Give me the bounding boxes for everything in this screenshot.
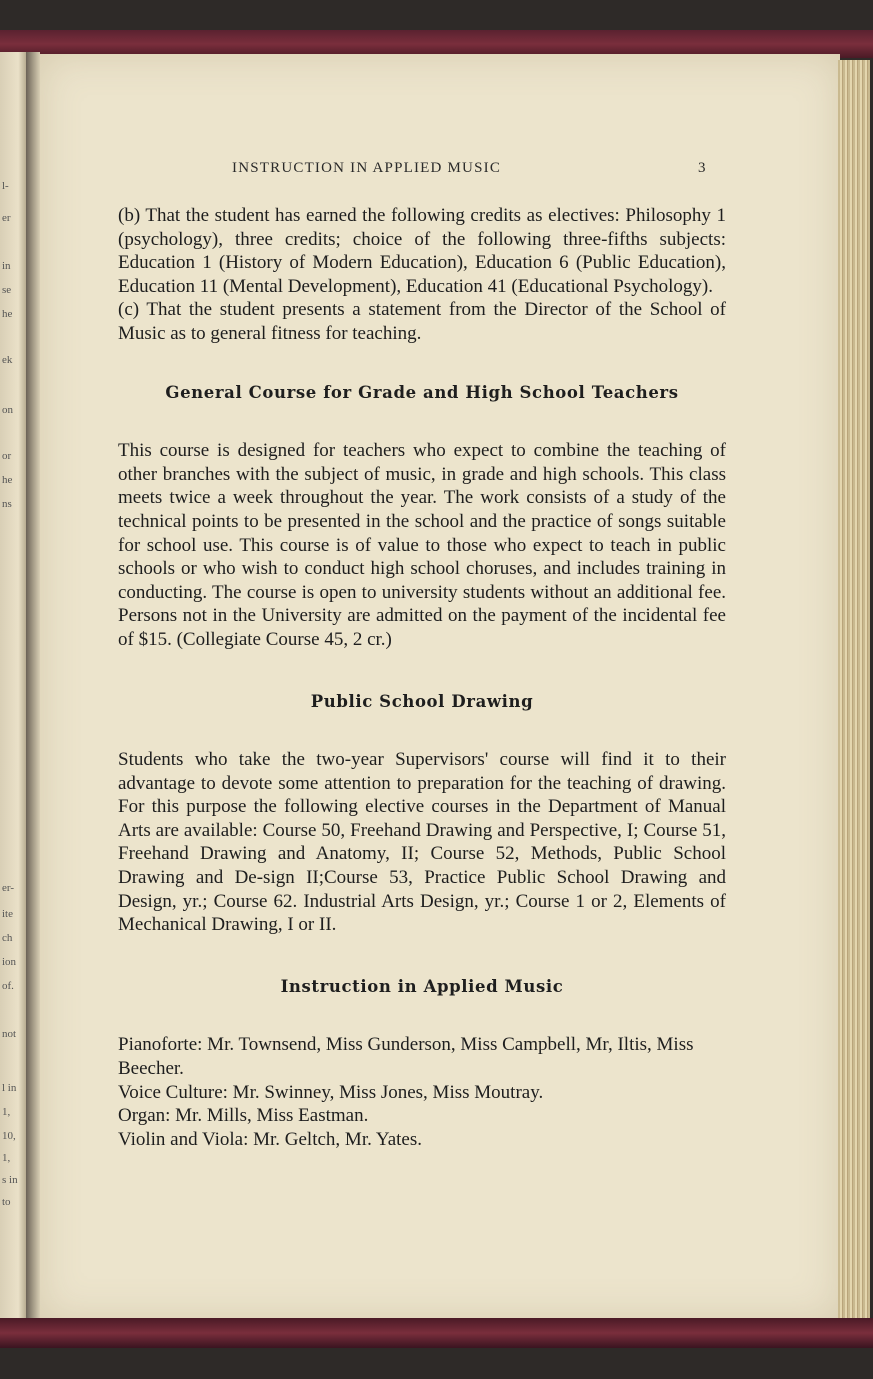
left-page-fragment: ch bbox=[2, 932, 13, 944]
left-page-fragment: 1, bbox=[2, 1106, 11, 1118]
page-edges bbox=[838, 60, 870, 1320]
left-page-fragment: of. bbox=[2, 980, 14, 992]
left-page-fragment: er bbox=[2, 212, 11, 224]
left-page-fragment: or bbox=[2, 450, 12, 462]
left-page-edge bbox=[0, 52, 26, 1322]
left-page-fragment: to bbox=[2, 1196, 11, 1208]
requirement-b-paragraph: (b) That the student has earned the following credits as electives: Philosophy 1 (psychology), three credits; choice of the following three-fifths subjects: Education 1 (History of Modern Education), Education 6 (Public Education), Education 11 (Mental Development), Education 41 (Educational Psychology). bbox=[118, 205, 726, 297]
running-header-title: INSTRUCTION IN APPLIED MUSIC bbox=[232, 160, 502, 176]
general-course-paragraph: This course is designed for teachers who expect to combine the teaching of other branches with the subject of music, in grade and high schools. This class meets twice a week throughout the year. The work consists of a study of the technical points to be presented in the school and the practice of songs suitable for school use. This course is of value to those who expect to teach in public schools or who wish to conduct high school choruses, and includes training in conducting. The course is open to university students without an additional fee. Persons not in the University are admitted on the payment of the incidental fee of $15. (Collegiate Course 45, 2 cr.) bbox=[118, 440, 726, 650]
left-page-fragment: l- bbox=[2, 180, 9, 192]
running-header bbox=[232, 160, 712, 184]
left-page-fragment: l in bbox=[2, 1082, 17, 1094]
requirement-c-paragraph: (c) That the student presents a statement from the Director of the School of Music as to general fitness for teaching. bbox=[118, 299, 726, 344]
public-school-drawing-paragraph: Students who take the two-year Supervisors' course will find it to their advantage to devote some attention to preparation for the teaching of drawing. For this purpose the following elective courses in the Department of Manual Arts are available: Course 50, Freehand Drawing and Perspective, I; Course 51, Freehand Drawing and Anatomy, II; Course 52, Methods, Public School Drawing and De-sign II;Course 53, Practice Public School Drawing and Design, yr.; Course 62. Industrial Arts Design, yr.; Course 1 or 2, Elements of Mechanical Drawing, I or II. bbox=[118, 749, 726, 936]
book-binding-bottom bbox=[0, 1318, 873, 1348]
section-heading-general-course: General Course for Grade and High School Teachers bbox=[165, 382, 679, 402]
instructor-line-voice: Voice Culture: Mr. Swinney, Miss Jones, Miss Moutray. bbox=[118, 1081, 544, 1103]
left-page-fragment: in bbox=[2, 260, 11, 272]
left-page-fragment: he bbox=[2, 474, 13, 486]
page-number: 3 bbox=[698, 160, 707, 176]
left-page-fragment: 1, bbox=[2, 1152, 11, 1164]
instructor-line-organ: Organ: Mr. Mills, Miss Eastman. bbox=[118, 1105, 369, 1127]
instructor-line-pianoforte: Pianoforte: Mr. Townsend, Miss Gunderson, Miss Campbell, Mr, Iltis, Miss Beecher. bbox=[118, 1034, 694, 1080]
left-page-fragment: se bbox=[2, 284, 12, 296]
section-heading-applied-music: Instruction in Applied Music bbox=[280, 976, 564, 996]
left-page-fragment: ion bbox=[2, 956, 17, 968]
page-content bbox=[118, 204, 726, 1151]
instructor-list bbox=[118, 1033, 726, 1151]
left-page-fragment: ns bbox=[2, 498, 12, 510]
left-page-fragment: ek bbox=[2, 354, 13, 366]
section-heading-public-school-drawing: Public School Drawing bbox=[310, 691, 534, 711]
left-page-fragment: not bbox=[2, 1028, 17, 1040]
left-page-fragment: 10, bbox=[2, 1130, 16, 1142]
left-page-fragment: on bbox=[2, 404, 13, 416]
left-page-fragment: s in bbox=[2, 1174, 18, 1186]
left-page-fragment: he bbox=[2, 308, 13, 320]
book-gutter bbox=[26, 52, 40, 1322]
left-page-fragment: er- bbox=[2, 882, 14, 894]
left-page-fragment: ite bbox=[2, 908, 13, 920]
instructor-line-violin: Violin and Viola: Mr. Geltch, Mr. Yates. bbox=[118, 1128, 422, 1150]
